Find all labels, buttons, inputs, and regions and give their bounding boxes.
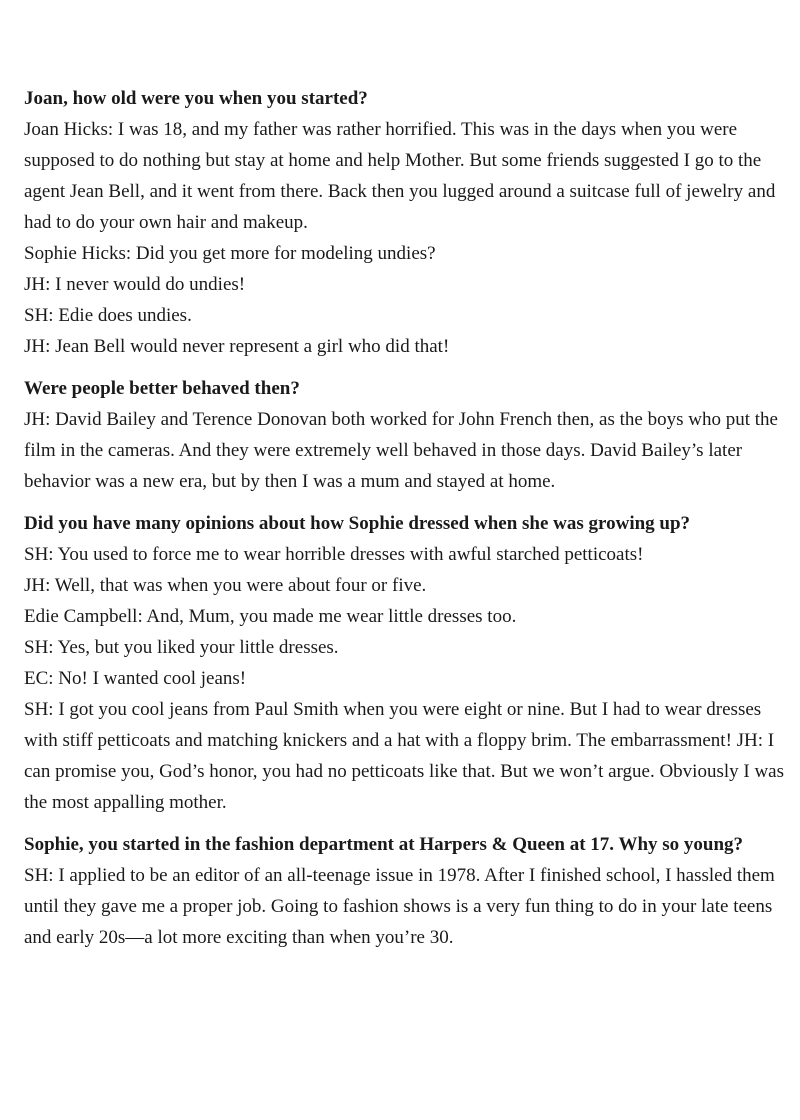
interview-question: Joan, how old were you when you started? bbox=[24, 88, 368, 109]
answer-line: JH: Well, that was when you were about four or five. bbox=[24, 575, 427, 596]
answer-line: JH: David Bailey and Terence Donovan both worked for John French then, as the boys who put the film in the cameras. And they were extremely well behaved in those days. David Bailey’s later behavior was a new era, but by then I was a mum and stayed at home. bbox=[24, 409, 778, 492]
answer-line: SH: Yes, but you liked your little dresses. bbox=[24, 637, 339, 658]
answer-line: Edie Campbell: And, Mum, you made me wear little dresses too. bbox=[24, 606, 517, 627]
answer-line: SH: I applied to be an editor of an all-teenage issue in 1978. After I finished school, I hassled them until they gave me a proper job. Going to fashion shows is a very fun thing to do in your late teens and early 20s—a lot more exciting than when you’re 30. bbox=[24, 865, 775, 948]
interview-question: Did you have many opinions about how Sophie dressed when she was growing up? bbox=[24, 513, 691, 534]
interview-article bbox=[24, 83, 784, 953]
answer-line: JH: I never would do undies! bbox=[24, 274, 246, 295]
answer-line: SH: You used to force me to wear horrible dresses with awful starched petticoats! bbox=[24, 544, 644, 565]
answer-line: SH: I got you cool jeans from Paul Smith when you were eight or nine. But I had to wear dresses with stiff petticoats and matching knickers and a hat with a floppy brim. The embarrassment! JH: I can promise you, God’s honor, you had no petticoats like that. But we won’t argue. Obviously I was the most appalling mother. bbox=[24, 699, 784, 813]
answer-line: SH: Edie does undies. bbox=[24, 305, 192, 326]
interview-question: Sophie, you started in the fashion department at Harpers & Queen at 17. Why so young? bbox=[24, 834, 744, 855]
answer-line: EC: No! I wanted cool jeans! bbox=[24, 668, 247, 689]
answer-line: Sophie Hicks: Did you get more for modeling undies? bbox=[24, 243, 436, 264]
answer-line: JH: Jean Bell would never represent a girl who did that! bbox=[24, 336, 450, 357]
answer-line: Joan Hicks: I was 18, and my father was rather horrified. This was in the days when you were supposed to do nothing but stay at home and help Mother. But some friends suggested I go to the agent Jean Bell, and it went from there. Back then you lugged around a suitcase full of jewelry and had to do your own hair and makeup. bbox=[24, 119, 776, 233]
interview-question: Were people better behaved then? bbox=[24, 378, 300, 399]
interview-section bbox=[24, 829, 784, 953]
interview-section bbox=[24, 508, 784, 818]
interview-section bbox=[24, 373, 784, 497]
interview-section bbox=[24, 83, 784, 362]
